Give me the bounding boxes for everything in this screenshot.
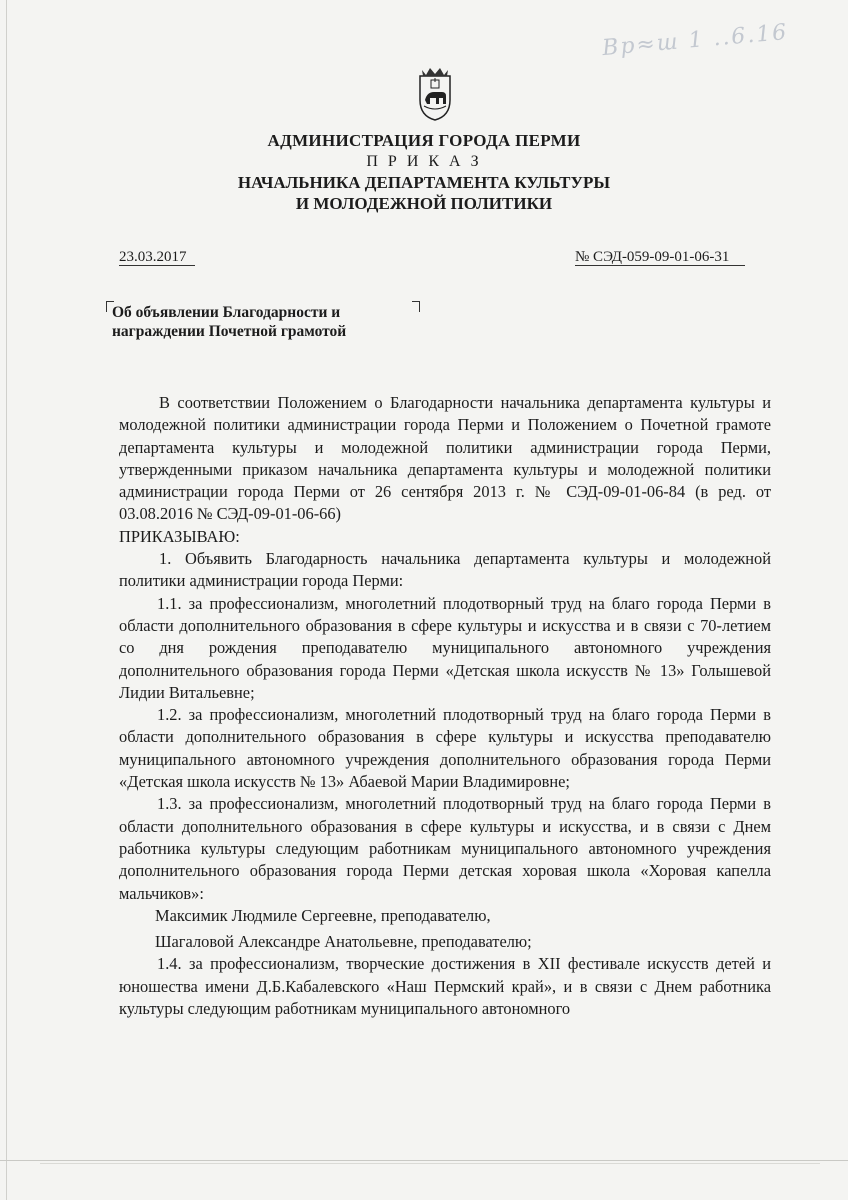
awardee-name-2: Шагаловой Александре Анатольевне, преподавателю; — [155, 932, 532, 952]
item-1-2: 1.2. за профессионализм, многолетний плодотворный труд на благо города Перми в области дополнительного образования в сфере культуры и искусства преподавателю муниципального автономного учреждения дополнительного образования города Перми «Детская школа искусств № 13» Абаевой Марии Владимировне; — [119, 705, 771, 792]
perm-coat-of-arms-emblem — [412, 62, 458, 122]
header-department-line2: И МОЛОДЕЖНОЙ ПОЛИТИКИ — [295, 194, 553, 213]
header-order-word: П Р И К А З — [366, 153, 482, 170]
header-department-line1: НАЧАЛЬНИКА ДЕПАРТАМЕНТА КУЛЬТУРЫ — [237, 173, 611, 192]
document-subject — [112, 303, 432, 341]
document-header — [0, 130, 848, 214]
document-body — [119, 392, 771, 1020]
handwritten-note: Вр≈ш 1 ..6.16 — [600, 19, 789, 62]
item-1-1: 1.1. за профессионализм, многолетний плодотворный труд на благо города Перми в области дополнительного образования в сфере культуры и искусства и в связи с 70-летием со дня рождения преподавателю муниципального автономного учреждения дополнительного образования города Перми «Детская школа искусств № 13» Голышевой Лидии Витальевне; — [119, 593, 771, 702]
subject-line-1: Об объявлении Благодарности и — [112, 304, 341, 321]
item-1: 1. Объявить Благодарность начальника департамента культуры и молодежной политики администрации города Перми: — [119, 549, 771, 591]
item-1-3: 1.3. за профессионализм, многолетний плодотворный труд на благо города Перми в области дополнительного образования в сфере культуры и искусства, и в связи с Днем работника культуры следующим работникам муниципального автономного учреждения дополнительного образования города Перми детская хоровая школа «Хоровая капелла мальчиков»: — [119, 794, 771, 903]
order-word: ПРИКАЗЫВАЮ: — [119, 526, 240, 546]
awardee-name-1: Максимик Людмиле Сергеевне, преподавателю, — [155, 905, 491, 925]
preamble-paragraph: В соответствии Положением о Благодарности начальника департамента культуры и молодежной политики администрации города Перми и Положением о Почетной грамоте департамента культуры и молодежной политики администрации города Перми, утвержденными приказом начальника департамента культуры и молодежной политики администрации города Перми от 26 сентября 2013 г. № СЭД-09-01-06-84 (в ред. от 03.08.2016 № СЭД-09-01-06-66) — [119, 393, 771, 524]
document-date: 23.03.2017 — [119, 249, 195, 266]
document-number: № СЭД-059-09-01-06-31 — [575, 249, 745, 266]
subject-line-2: награждении Почетной грамотой — [112, 323, 347, 340]
item-1-4: 1.4. за профессионализм, творческие достижения в XII фестивале искусств детей и юношества имени Д.Б.Кабалевского «Наш Пермский край», и в связи с Днем работника культуры следующим работникам муниципального автономного — [119, 954, 771, 1019]
scan-edge-bottom-secondary — [40, 1163, 820, 1164]
header-administration: АДМИНИСТРАЦИЯ ГОРОДА ПЕРМИ — [267, 131, 581, 150]
scan-edge-bottom — [0, 1160, 848, 1161]
